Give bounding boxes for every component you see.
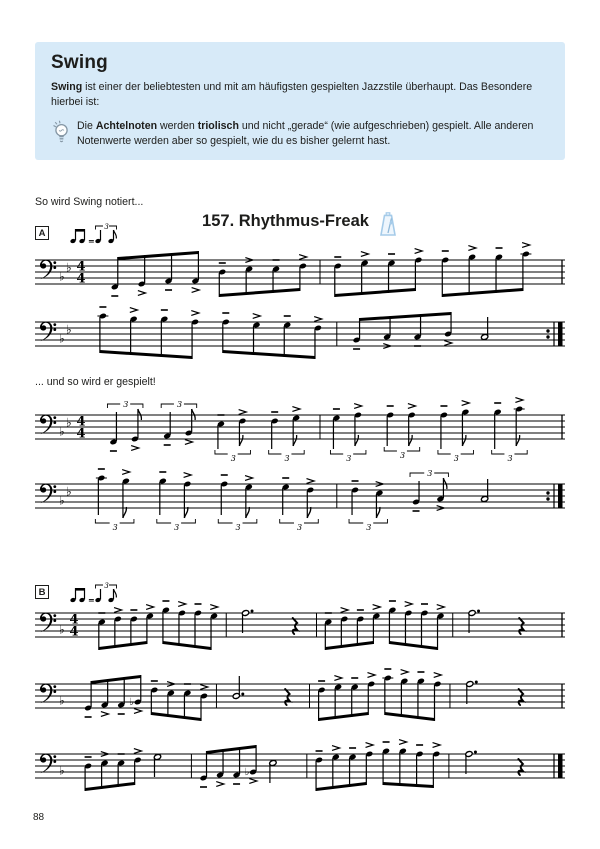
svg-text:♭: ♭ xyxy=(59,269,65,284)
svg-text:♭: ♭ xyxy=(66,484,72,499)
svg-text:♭: ♭ xyxy=(59,763,65,778)
staff-system-2 xyxy=(35,300,565,370)
notation-label: So wird Swing notiert... xyxy=(35,196,144,208)
svg-text:3: 3 xyxy=(174,523,180,532)
svg-text:♭: ♭ xyxy=(66,415,72,430)
staff-system-1 xyxy=(35,238,565,308)
staff-system-7 xyxy=(35,732,565,802)
svg-text:♭: ♭ xyxy=(66,322,72,337)
triplet-number: 3 xyxy=(104,582,109,590)
svg-text:♭: ♭ xyxy=(59,693,65,708)
tip-run: und nicht „gerade“ (wie aufgeschrieben) gespielt. Alle anderen Notenwerte werden aber so gespielt, wie du es bisher gelernt hast. xyxy=(77,120,534,148)
svg-text:=: = xyxy=(88,236,95,246)
intro-paragraph xyxy=(51,80,549,110)
svg-text:♭: ♭ xyxy=(129,697,134,708)
tip-run: werden xyxy=(157,120,198,133)
intro-rest: ist einer der beliebtesten und mit am häufigsten gespielten Jazzstile überhaupt. Das Besondere hierbei ist: xyxy=(51,81,533,109)
svg-text:4: 4 xyxy=(76,259,86,275)
svg-text:4: 4 xyxy=(76,414,86,430)
svg-text:3: 3 xyxy=(399,451,406,460)
svg-text:4: 4 xyxy=(76,426,86,442)
staff-system-3 xyxy=(35,393,565,463)
svg-text:♭: ♭ xyxy=(244,767,250,778)
svg-text:3: 3 xyxy=(112,523,118,532)
svg-text:3: 3 xyxy=(453,454,459,463)
played-label: ... und so wird er gespielt! xyxy=(35,376,156,388)
staff-system-6 xyxy=(35,662,565,732)
svg-text:♭: ♭ xyxy=(59,331,65,346)
section-letter: A xyxy=(38,227,46,239)
section-letter: B xyxy=(38,586,46,598)
lightbulb-icon xyxy=(51,119,77,151)
svg-text:♭: ♭ xyxy=(59,622,65,637)
svg-text:3: 3 xyxy=(235,523,241,532)
svg-text:4: 4 xyxy=(69,612,79,628)
staff-system-4 xyxy=(35,462,565,532)
svg-text:♭: ♭ xyxy=(59,493,65,508)
svg-text:♭: ♭ xyxy=(66,260,72,275)
intro-bold: Swing xyxy=(51,81,83,93)
piece-title: 157. Rhythmus-Freak xyxy=(202,212,369,230)
svg-text:4: 4 xyxy=(69,624,79,640)
tip-text xyxy=(77,119,549,149)
tip-row xyxy=(51,119,549,151)
svg-text:3: 3 xyxy=(296,523,303,532)
svg-text:=: = xyxy=(88,595,95,605)
svg-text:4: 4 xyxy=(76,271,86,287)
svg-text:3: 3 xyxy=(427,469,433,478)
svg-text:3: 3 xyxy=(230,454,236,463)
tip-run: Die xyxy=(77,120,96,133)
svg-text:3: 3 xyxy=(123,400,129,409)
svg-text:3: 3 xyxy=(284,454,290,463)
triplet-number: 3 xyxy=(104,223,109,231)
tip-bold: Achtelnoten xyxy=(95,120,158,133)
svg-text:3: 3 xyxy=(507,454,513,463)
svg-text:3: 3 xyxy=(366,523,372,532)
svg-text:3: 3 xyxy=(346,454,352,463)
page-number: 88 xyxy=(33,812,45,823)
staff-system-5 xyxy=(35,591,565,661)
info-box-title: Swing xyxy=(51,52,108,73)
tip-bold: triolisch xyxy=(197,120,239,133)
info-box xyxy=(35,42,565,160)
svg-text:3: 3 xyxy=(176,400,183,409)
svg-text:♭: ♭ xyxy=(59,424,65,439)
